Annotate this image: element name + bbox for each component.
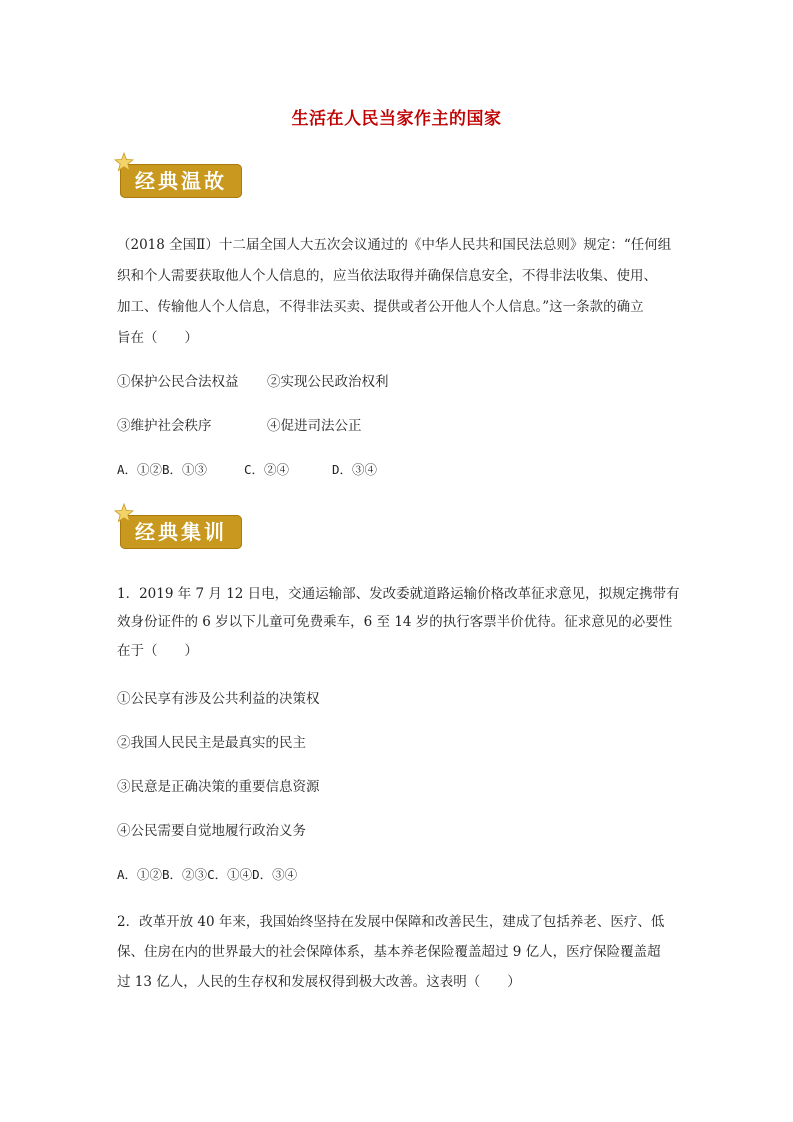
page-title: 生活在人民当家作主的国家 — [291, 109, 502, 129]
list-item: ①保护公民合法权益 — [117, 374, 239, 390]
question-0-answers — [117, 460, 687, 480]
question-0-line-2: 织和个人需要获取他人个人信息的，应当依法取得并确保信息安全，不得非法收集、使用、 — [117, 268, 657, 284]
answer-choice: C．①④ — [207, 867, 253, 882]
question-0-line-4: 旨在（ ） — [117, 330, 198, 346]
list-item: ②实现公民政治权利 — [267, 374, 389, 390]
answer-choice: B．②③ — [162, 867, 208, 882]
section-badge-practice — [118, 509, 244, 549]
question-0-items-row-1 — [117, 372, 687, 392]
section-badge-review — [118, 158, 244, 198]
question-1-line-3: 在于（ ） — [117, 643, 198, 659]
answer-choice: B．①③ — [162, 462, 208, 477]
question-0-items-row-2 — [117, 416, 687, 436]
answer-choice: A．①② — [117, 867, 163, 882]
star-icon — [114, 152, 134, 172]
question-1-item-2: ②我国人民民主是最真实的民主 — [117, 735, 306, 751]
question-1-item-3: ③民意是正确决策的重要信息资源 — [117, 779, 320, 795]
question-1-line-2: 效身份证件的 6 岁以下儿童可免费乘车，6 至 14 岁的执行客票半价优待。征求意见的必要性 — [117, 614, 673, 630]
question-1-item-4: ④公民需要自觉地履行政治义务 — [117, 823, 306, 839]
question-1-answers — [117, 865, 687, 885]
answer-choice: C．②④ — [244, 462, 290, 477]
answer-choice: A．①② — [117, 462, 163, 477]
question-1-item-1: ①公民享有涉及公共利益的决策权 — [117, 691, 320, 707]
question-1-line-1: 1．2019 年 7 月 12 日电，交通运输部、发改委就道路运输价格改革征求意见，拟规定携带有 — [117, 586, 680, 602]
answer-choice: D．③④ — [252, 867, 298, 882]
star-icon — [114, 503, 134, 523]
question-0-line-3: 加工、传输他人个人信息，不得非法买卖、提供或者公开他人个人信息。”这一条款的确立 — [117, 299, 644, 315]
question-2-line-3: 过 13 亿人，人民的生存权和发展权得到极大改善。这表明（ ） — [117, 974, 521, 990]
badge-label: 经典集训 — [135, 520, 227, 544]
question-0-line-1: （2018 全国Ⅱ）十二届全国人大五次会议通过的《中华人民共和国民法总则》规定：“任何组 — [117, 237, 672, 253]
question-2-line-1: 2．改革开放 40 年来，我国始终坚持在发展中保障和改善民生，建成了包括养老、医疗、低 — [117, 914, 665, 930]
question-2-line-2: 保、住房在内的世界最大的社会保障体系，基本养老保险覆盖超过 9 亿人，医疗保险覆盖超 — [117, 944, 661, 960]
list-item: ③维护社会秩序 — [117, 418, 212, 434]
list-item: ④促进司法公正 — [267, 418, 362, 434]
badge-label: 经典温故 — [135, 169, 227, 193]
answer-choice: D．③④ — [332, 462, 378, 477]
